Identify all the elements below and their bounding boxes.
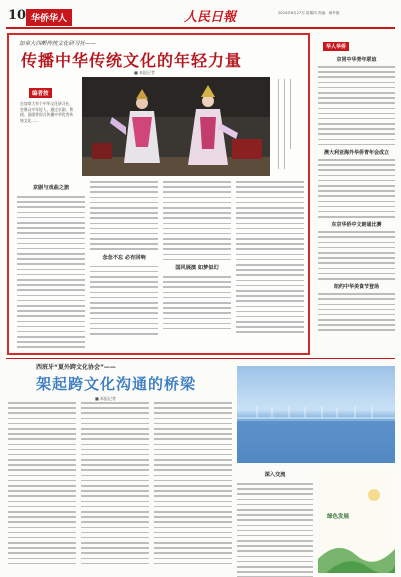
opera-performance-photo xyxy=(82,77,270,176)
lower-headline[interactable]: 架起跨文化沟通的桥梁 xyxy=(36,375,197,393)
offshore-wind-farm-photo xyxy=(237,366,395,463)
lower-byline: ■ 本报记者 xyxy=(95,396,117,401)
feature-column xyxy=(163,181,231,351)
feature-subhead: 国风展演 如梦似幻 xyxy=(175,265,219,271)
date-line: 2024年6月27日 星期四 责编：海外版 xyxy=(278,11,340,15)
masthead xyxy=(6,6,395,28)
page-section-name: 华侨华人 xyxy=(26,9,72,26)
editor-note-text: 在加拿大有个中华文化研习社，会聚众多年轻人，通过京剧、粤剧、国画等形式传播中华优秀传统文化…… xyxy=(20,101,74,123)
feature-byline: ■ 本报记者 xyxy=(134,70,156,75)
section-divider xyxy=(6,358,395,359)
editor-note-tag: 编者按 xyxy=(29,88,52,98)
sidebar-item-title[interactable]: 京同中华青年联谊 xyxy=(336,57,377,63)
green-development-painting xyxy=(318,469,395,573)
news-sidebar xyxy=(318,33,395,355)
lower-column xyxy=(237,468,313,572)
page-number: 10 xyxy=(8,8,27,23)
feature-kicker: 加拿大四嘢传统文化研习社—— xyxy=(19,41,97,47)
newspaper-logo: 人民日報 xyxy=(184,10,237,25)
sidebar-tag: 华人华侨 xyxy=(323,42,349,51)
sidebar-item-title[interactable]: 东京华侨中文朗诵比赛 xyxy=(331,222,382,229)
feature-column xyxy=(17,181,85,351)
feature-headline: 传播中华传统文化的年轻力量 xyxy=(21,51,243,70)
sidebar-item-title[interactable]: 澳大利亚海外华侨青年会成立 xyxy=(323,150,389,156)
photo-caption xyxy=(274,79,302,174)
feature-subhead: 京剧与戏曲之旅 xyxy=(32,185,70,191)
feature-column xyxy=(90,181,158,351)
masthead-rule xyxy=(6,27,395,29)
painting-caption: 绿色发展 xyxy=(327,514,350,520)
lower-column xyxy=(8,402,76,572)
lower-column xyxy=(81,402,149,572)
feature-subhead: 念念不忘 必有回响 xyxy=(102,254,146,261)
feature-column xyxy=(236,181,304,351)
lower-subhead: 深入交流 xyxy=(264,472,286,478)
sidebar-item-title[interactable]: 纽约中华美食节登场 xyxy=(333,284,379,291)
lower-column xyxy=(154,402,232,572)
lower-kicker: 西班牙“夏外跨文化协会”—— xyxy=(36,364,116,371)
feature-article[interactable] xyxy=(7,33,310,355)
editor-note xyxy=(17,80,79,174)
